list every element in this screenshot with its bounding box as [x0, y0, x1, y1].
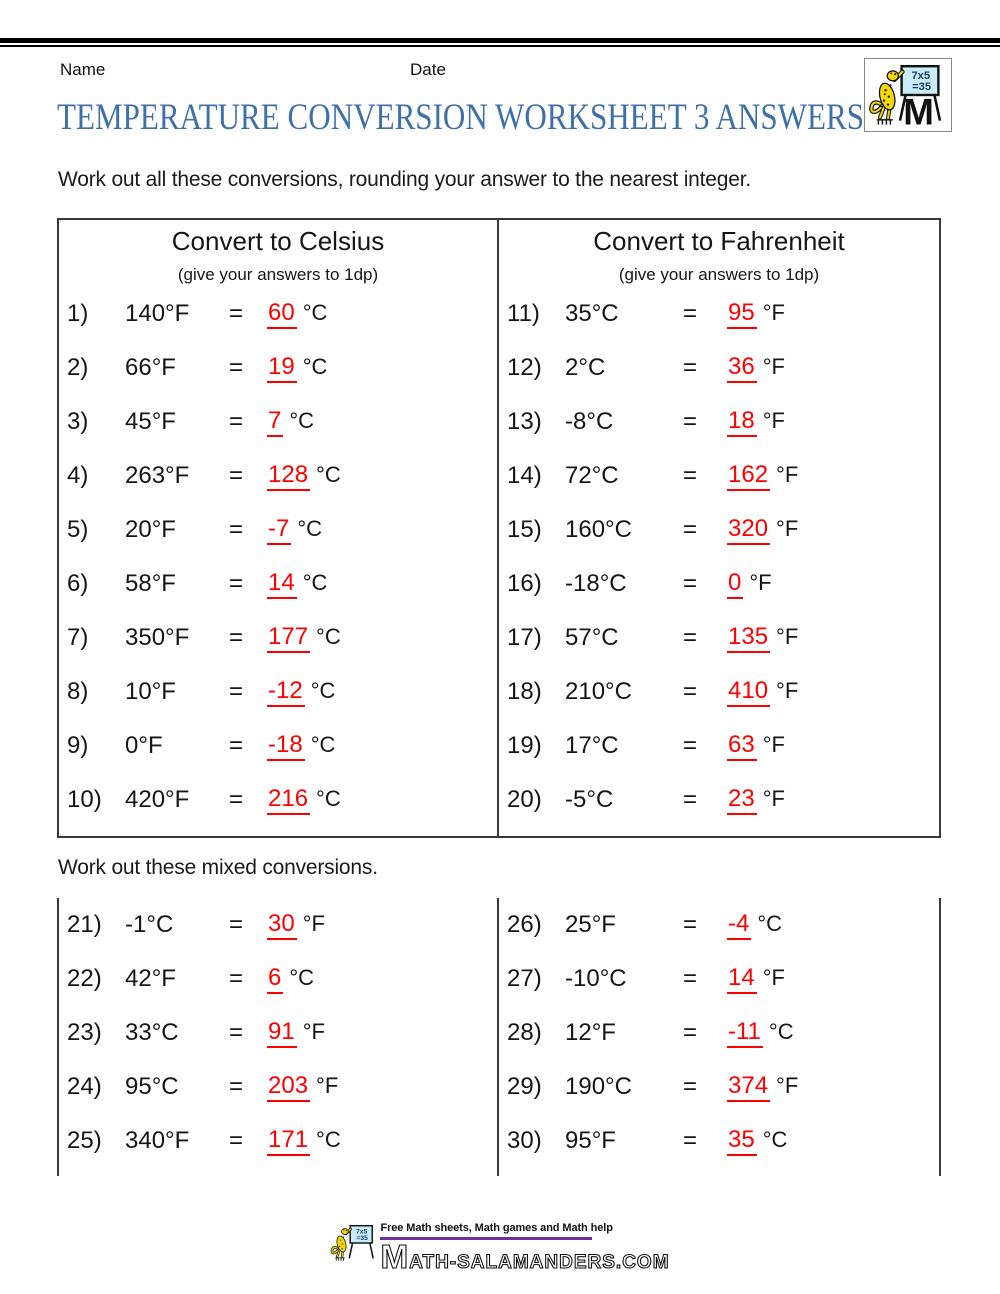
given-temperature: 25°F [565, 911, 616, 938]
answer-unit: °F [749, 570, 772, 596]
answer [267, 515, 497, 544]
answer-unit: °F [762, 732, 785, 758]
question-number: 25) [67, 1127, 102, 1154]
answer [267, 1126, 497, 1155]
answer [267, 461, 497, 490]
question-number: 29) [507, 1073, 542, 1100]
given-temperature: 140°F [125, 300, 190, 327]
question-number: 17) [507, 624, 542, 651]
answer [727, 964, 939, 993]
question-number: 2) [67, 354, 89, 381]
answer-unit: °F [762, 300, 785, 326]
fahrenheit-header-title: Convert to Fahrenheit [593, 226, 845, 256]
given-temperature: 210°C [565, 678, 632, 705]
answer-unit: °F [762, 965, 785, 991]
fahrenheit-rows [499, 287, 939, 827]
answer [267, 407, 497, 436]
conversion-row [499, 719, 939, 773]
answer-value: 162 [727, 462, 770, 490]
given-temperature: 95°F [565, 1127, 616, 1154]
conversion-row [59, 719, 497, 773]
question-number: 28) [507, 1019, 542, 1046]
footer-purple-rule [380, 1237, 592, 1240]
question-number: 1) [67, 300, 89, 327]
question-number: 27) [507, 965, 542, 992]
answer-value: 14 [267, 570, 297, 598]
board-text-line1: 7x5 [356, 1228, 368, 1236]
question-number: 19) [507, 732, 542, 759]
answer [727, 677, 939, 706]
question-number: 30) [507, 1127, 542, 1154]
given-temperature: 35°C [565, 300, 619, 327]
question-number: 15) [507, 516, 542, 543]
fahrenheit-column [499, 220, 939, 836]
answer-value: -12 [267, 678, 305, 706]
given-temperature: 263°F [125, 462, 190, 489]
conversion-row [499, 1114, 939, 1168]
footer-site-name: MATH-SALAMANDERS.COM [380, 1239, 670, 1276]
conversion-row [59, 898, 497, 952]
answer-unit: °C [316, 1127, 341, 1153]
equals-sign: = [229, 408, 244, 435]
answer-unit: °C [316, 786, 341, 812]
conversion-row [499, 557, 939, 611]
answer-unit: °C [289, 408, 315, 434]
equals-sign: = [683, 300, 698, 327]
answer-value: 0 [727, 570, 743, 598]
answer-unit: °F [776, 516, 799, 542]
given-temperature: 190°C [565, 1073, 632, 1100]
date-label: Date [410, 60, 446, 79]
conversion-row [499, 952, 939, 1006]
answer-unit: °C [768, 1019, 794, 1045]
answer-value: 128 [267, 462, 310, 490]
board-text-line1: 7x5 [911, 70, 931, 82]
question-number: 14) [507, 462, 542, 489]
footer-tagline: Free Math sheets, Math games and Math help [380, 1222, 613, 1234]
fahrenheit-column-header [499, 220, 939, 287]
answer-value: 6 [267, 965, 283, 993]
equals-sign: = [683, 1019, 698, 1046]
mixed-instruction: Work out these mixed conversions. [58, 856, 378, 879]
answer-unit: °C [297, 516, 323, 542]
salamander-logo-graphic [868, 63, 948, 127]
conversion-row [499, 665, 939, 719]
answer-unit: °C [762, 1127, 788, 1153]
equals-sign: = [229, 300, 244, 327]
conversion-row [499, 395, 939, 449]
answer [267, 964, 497, 993]
celsius-column-header [59, 220, 497, 287]
answer-value: 18 [727, 408, 757, 436]
answer [727, 731, 939, 760]
conversion-row [59, 449, 497, 503]
board-text-line2: =35 [356, 1235, 369, 1243]
conversion-row [59, 611, 497, 665]
question-number: 21) [67, 911, 102, 938]
answer-unit: °C [310, 678, 336, 704]
answer-value: 95 [727, 300, 757, 328]
answer-value: -4 [727, 911, 751, 939]
answer-unit: °C [302, 300, 328, 326]
answer [267, 731, 497, 760]
equals-sign: = [683, 786, 698, 813]
conversion-row [499, 898, 939, 952]
given-temperature: -8°C [565, 408, 614, 435]
given-temperature: 0°F [125, 732, 163, 759]
footer-branding [0, 1216, 1000, 1274]
answer-value: -7 [267, 516, 291, 544]
celsius-header-subtitle: (give your answers to 1dp) [177, 265, 379, 284]
given-temperature: 420°F [125, 786, 190, 813]
answer-unit: °C [302, 354, 328, 380]
answer [267, 785, 497, 814]
given-temperature: -1°C [125, 911, 174, 938]
answer-unit: °C [757, 911, 783, 937]
given-temperature: 45°F [125, 408, 176, 435]
answer [727, 353, 939, 382]
equals-sign: = [683, 354, 698, 381]
equals-sign: = [229, 570, 244, 597]
equals-sign: = [229, 1073, 244, 1100]
answer-value: 19 [267, 354, 297, 382]
answer [267, 353, 497, 382]
answer-unit: °F [776, 624, 799, 650]
equals-sign: = [229, 1127, 244, 1154]
given-temperature: 17°C [565, 732, 619, 759]
answer-value: -18 [267, 732, 305, 760]
answer-value: 177 [267, 624, 310, 652]
equals-sign: = [683, 965, 698, 992]
answer [727, 407, 939, 436]
answer-unit: °C [289, 965, 315, 991]
question-number: 24) [67, 1073, 102, 1100]
question-number: 11) [507, 300, 540, 327]
given-temperature: 66°F [125, 354, 176, 381]
main-instruction: Work out all these conversions, rounding your answer to the nearest integer. [58, 168, 751, 191]
equals-sign: = [683, 408, 698, 435]
equals-sign: = [229, 786, 244, 813]
math-salamanders-logo [864, 58, 952, 132]
conversion-row [59, 395, 497, 449]
given-temperature: 10°F [125, 678, 176, 705]
answer [727, 1072, 939, 1101]
answer [727, 569, 939, 598]
answer-value: 35 [727, 1127, 757, 1155]
answer-value: 60 [267, 300, 297, 328]
answer-value: 203 [267, 1073, 310, 1101]
answer-value: 30 [267, 911, 297, 939]
given-temperature: -10°C [565, 965, 627, 992]
answer-unit: °F [762, 354, 785, 380]
top-rule-thick [0, 38, 1000, 43]
answer-value: 63 [727, 732, 757, 760]
question-number: 12) [507, 354, 542, 381]
answer [727, 623, 939, 652]
given-temperature: 12°F [565, 1019, 616, 1046]
question-number: 9) [67, 732, 89, 759]
answer [727, 910, 939, 939]
given-temperature: -5°C [565, 786, 614, 813]
conversion-row [499, 503, 939, 557]
answer-value: 320 [727, 516, 770, 544]
answer-value: 23 [727, 786, 757, 814]
equals-sign: = [683, 732, 698, 759]
conversion-row [59, 341, 497, 395]
answer [267, 677, 497, 706]
equals-sign: = [229, 624, 244, 651]
conversion-row [499, 341, 939, 395]
answer-unit: °F [302, 1019, 325, 1045]
equals-sign: = [683, 624, 698, 651]
equals-sign: = [683, 1073, 698, 1100]
mixed-left-column [59, 898, 499, 1176]
conversion-row [59, 287, 497, 341]
answer-unit: °F [302, 911, 325, 937]
question-number: 4) [67, 462, 89, 489]
mixed-conversions-section [57, 898, 941, 1176]
question-number: 8) [67, 678, 89, 705]
question-number: 18) [507, 678, 542, 705]
answer-value: 216 [267, 786, 310, 814]
equals-sign: = [683, 678, 698, 705]
question-number: 3) [67, 408, 89, 435]
equals-sign: = [229, 911, 244, 938]
answer [727, 1018, 939, 1047]
answer-unit: °C [310, 732, 336, 758]
conversion-row [59, 665, 497, 719]
conversion-row [499, 287, 939, 341]
answer [727, 299, 939, 328]
celsius-header-title: Convert to Celsius [171, 226, 385, 256]
question-number: 10) [67, 786, 102, 813]
conversion-row [59, 1114, 497, 1168]
given-temperature: -18°C [565, 570, 627, 597]
given-temperature: 33°C [125, 1019, 179, 1046]
question-number: 23) [67, 1019, 102, 1046]
answer-unit: °F [776, 1073, 799, 1099]
question-number: 22) [67, 965, 102, 992]
conversion-row [499, 611, 939, 665]
answer-unit: °F [776, 462, 799, 488]
celsius-column [59, 220, 499, 836]
answer-value: 7 [267, 408, 283, 436]
salamander-figure [871, 71, 902, 125]
equals-sign: = [229, 462, 244, 489]
answer [267, 1072, 497, 1101]
answer [267, 623, 497, 652]
answer [267, 910, 497, 939]
given-temperature: 72°C [565, 462, 619, 489]
question-number: 26) [507, 911, 542, 938]
answer-unit: °F [776, 678, 799, 704]
logo-m-letter: M [903, 91, 934, 127]
question-number: 20) [507, 786, 542, 813]
given-temperature: 350°F [125, 624, 190, 651]
given-temperature: 58°F [125, 570, 176, 597]
answer-unit: °C [316, 462, 341, 488]
mixed-right-column [499, 898, 939, 1176]
conversion-row [499, 1060, 939, 1114]
answer-unit: °F [316, 1073, 339, 1099]
answer-value: 91 [267, 1019, 297, 1047]
question-number: 16) [507, 570, 542, 597]
math-board-small [350, 1226, 374, 1259]
conversion-row [59, 773, 497, 827]
answer-value: 171 [267, 1127, 310, 1155]
salamander-figure-small [332, 1229, 351, 1261]
page-title: TEMPERATURE CONVERSION WORKSHEET 3 ANSWERS [57, 97, 864, 138]
answer-value: 14 [727, 965, 757, 993]
conversion-row [59, 1060, 497, 1114]
equals-sign: = [683, 516, 698, 543]
answer [267, 299, 497, 328]
conversion-row [499, 449, 939, 503]
conversion-row [499, 1006, 939, 1060]
equals-sign: = [683, 911, 698, 938]
answer-unit: °C [302, 570, 328, 596]
conversion-row [59, 1006, 497, 1060]
answer-unit: °F [762, 786, 785, 812]
answer-value: -11 [727, 1019, 763, 1047]
question-number: 7) [67, 624, 89, 651]
question-number: 5) [67, 516, 89, 543]
answer [727, 1126, 939, 1155]
given-temperature: 160°C [565, 516, 632, 543]
celsius-rows [59, 287, 497, 827]
answer [267, 1018, 497, 1047]
equals-sign: = [683, 570, 698, 597]
answer-unit: °F [762, 408, 785, 434]
given-temperature: 340°F [125, 1127, 190, 1154]
answer-unit: °C [316, 624, 341, 650]
conversion-table [57, 218, 941, 838]
answer [267, 569, 497, 598]
answer [727, 785, 939, 814]
given-temperature: 57°C [565, 624, 619, 651]
question-number: 13) [507, 408, 542, 435]
equals-sign: = [229, 732, 244, 759]
equals-sign: = [683, 1127, 698, 1154]
conversion-row [499, 773, 939, 827]
given-temperature: 95°C [125, 1073, 179, 1100]
given-temperature: 2°C [565, 354, 606, 381]
equals-sign: = [229, 678, 244, 705]
conversion-row [59, 557, 497, 611]
equals-sign: = [229, 1019, 244, 1046]
answer-value: 36 [727, 354, 757, 382]
equals-sign: = [229, 354, 244, 381]
board-text-line2: =35 [912, 81, 932, 94]
conversion-row [59, 503, 497, 557]
footer-text-block [380, 1216, 669, 1274]
question-number: 6) [67, 570, 89, 597]
name-label: Name [60, 60, 106, 79]
fahrenheit-header-subtitle: (give your answers to 1dp) [618, 265, 820, 284]
answer-value: 135 [727, 624, 770, 652]
answer-value: 410 [727, 678, 770, 706]
equals-sign: = [683, 462, 698, 489]
answer [727, 515, 939, 544]
salamander-logo-small [330, 1220, 378, 1266]
answer-value: 374 [727, 1073, 770, 1101]
given-temperature: 42°F [125, 965, 176, 992]
answer [727, 461, 939, 490]
equals-sign: = [229, 965, 244, 992]
given-temperature: 20°F [125, 516, 176, 543]
conversion-row [59, 952, 497, 1006]
equals-sign: = [229, 516, 244, 543]
top-rule-thin [0, 45, 1000, 47]
